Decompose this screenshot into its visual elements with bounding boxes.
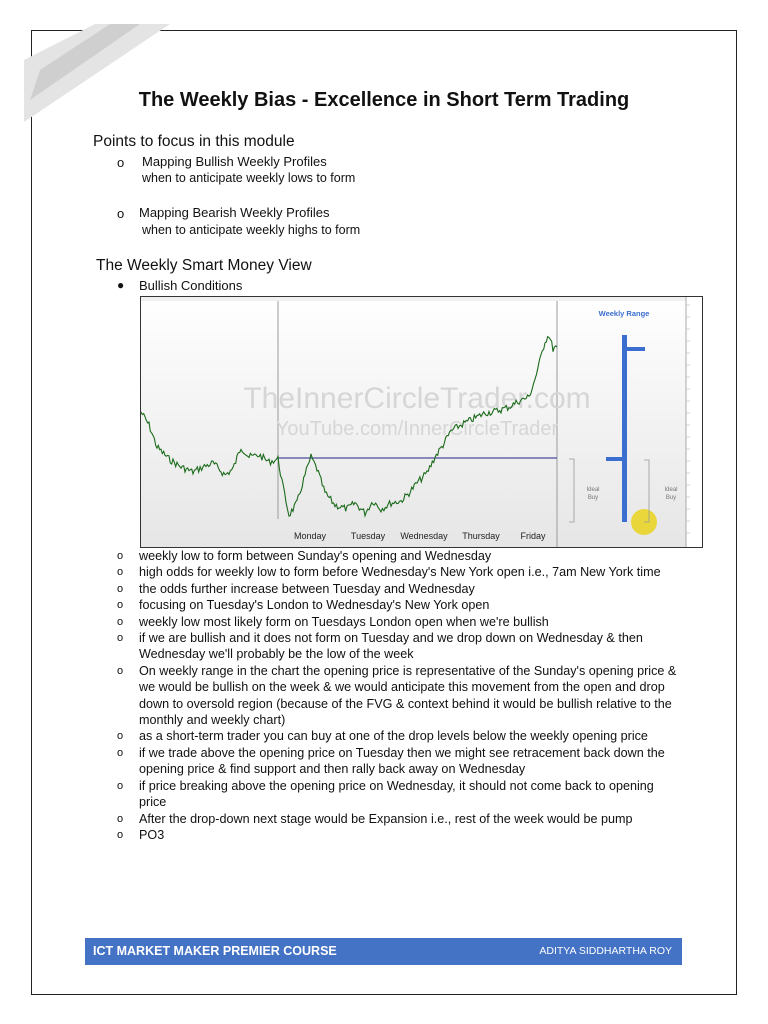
- ideal-buy-label-1: Ideal Buy: [586, 487, 600, 501]
- note-marker: o: [117, 828, 124, 841]
- note-item: [117, 728, 677, 744]
- note-marker: o: [117, 566, 124, 579]
- notes-list: [117, 548, 677, 843]
- footer-left: ICT MARKET MAKER PREMIER COURSE: [93, 944, 337, 958]
- note-marker: o: [117, 550, 124, 562]
- bullet-dot: ●: [117, 278, 125, 292]
- page-title: The Weekly Bias - Excellence in Short Term Trading: [138, 89, 630, 111]
- note-text: On weekly range in the chart the opening price is representative of the Sunday's opening price & we would be bullish on the week & we would anticipate this movement from the open and drop down to oversold region (because of the FVG & context behind it would be bullish relative to the monthly and weekly chart): [139, 663, 677, 728]
- note-item: [117, 597, 677, 613]
- note-text: weekly low most likely form on Tuesdays London open when we're bullish: [139, 614, 549, 629]
- note-text: focusing on Tuesday's London to Wednesday's New York open: [139, 598, 490, 613]
- focus-marker-1: o: [117, 155, 125, 170]
- bullish-conditions-label: Bullish Conditions: [139, 278, 243, 293]
- note-item: [117, 548, 677, 564]
- note-marker: o: [117, 730, 124, 743]
- note-item: [117, 564, 677, 580]
- focus-item-1-sub: when to anticipate weekly lows to form: [142, 171, 356, 185]
- note-item: [117, 663, 677, 729]
- focus-item-2: Mapping Bearish Weekly Profiles: [139, 205, 330, 220]
- x-tick-label: Thursday: [462, 531, 500, 541]
- note-text: PO3: [139, 827, 165, 842]
- x-tick-label: Wednesday: [400, 531, 448, 541]
- note-text: if price breaking above the opening price on Wednesday, it should not come back to opening price: [139, 778, 654, 810]
- weekly-range-label: Weekly Range: [598, 309, 650, 318]
- smart-money-heading: The Weekly Smart Money View: [96, 257, 312, 274]
- footer-right: ADITYA SIDDHARTHA ROY: [539, 945, 672, 957]
- note-text: high odds for weekly low to form before Wednesday's New York open i.e., 7am New York time: [139, 565, 661, 580]
- x-tick-label: Tuesday: [350, 531, 386, 541]
- note-item: [117, 827, 677, 843]
- weekly-open-tick: [606, 457, 625, 461]
- note-marker: o: [117, 812, 124, 825]
- watermark-main: TheInnerCircleTrader.com: [243, 382, 591, 415]
- note-text: After the drop-down next stage would be Expansion i.e., rest of the week would be pump: [139, 811, 633, 826]
- note-text: if we trade above the opening price on Tuesday then we might see retracement back down the opening price & find support and then rally back away on Wednesday: [139, 745, 665, 777]
- weekly-chart: [140, 296, 703, 548]
- note-text: as a short-term trader you can buy at one of the drop levels below the weekly opening price: [139, 729, 648, 744]
- note-text: weekly low to form between Sunday's opening and Wednesday: [139, 549, 492, 563]
- weekly-range-bar: [622, 335, 627, 522]
- weekly-high-tick: [625, 347, 645, 351]
- note-marker: o: [117, 746, 124, 759]
- note-marker: o: [117, 615, 124, 628]
- note-marker: o: [117, 664, 124, 677]
- note-marker: o: [117, 632, 124, 645]
- focus-item-1: Mapping Bullish Weekly Profiles: [142, 154, 327, 169]
- note-item: [117, 630, 677, 663]
- note-marker: o: [117, 779, 124, 792]
- note-text: if we are bullish and it does not form on Tuesday and we drop down on Wednesday & then Wednesday we'll probably be the low of the week: [139, 631, 643, 662]
- focus-heading: Points to focus in this module: [93, 133, 295, 150]
- note-item: [117, 778, 677, 811]
- weekly-chart-svg: [141, 297, 702, 547]
- note-item: [117, 745, 677, 778]
- note-text: the odds further increase between Tuesday and Wednesday: [139, 581, 475, 596]
- focus-marker-2: o: [117, 206, 125, 221]
- note-item: [117, 811, 677, 827]
- ideal-buy-label-2: Ideal Buy: [664, 487, 678, 501]
- footer-bar: [85, 938, 682, 965]
- x-tick-label: Friday: [520, 531, 546, 541]
- focus-item-2-sub: when to anticipate weekly highs to form: [142, 223, 361, 237]
- note-item: [117, 581, 677, 597]
- note-item: [117, 614, 677, 630]
- watermark-sub: YouTube.com/InnerCircleTrader: [275, 418, 559, 440]
- note-marker: o: [117, 582, 124, 595]
- note-marker: o: [117, 599, 124, 612]
- x-tick-label: Monday: [293, 531, 327, 541]
